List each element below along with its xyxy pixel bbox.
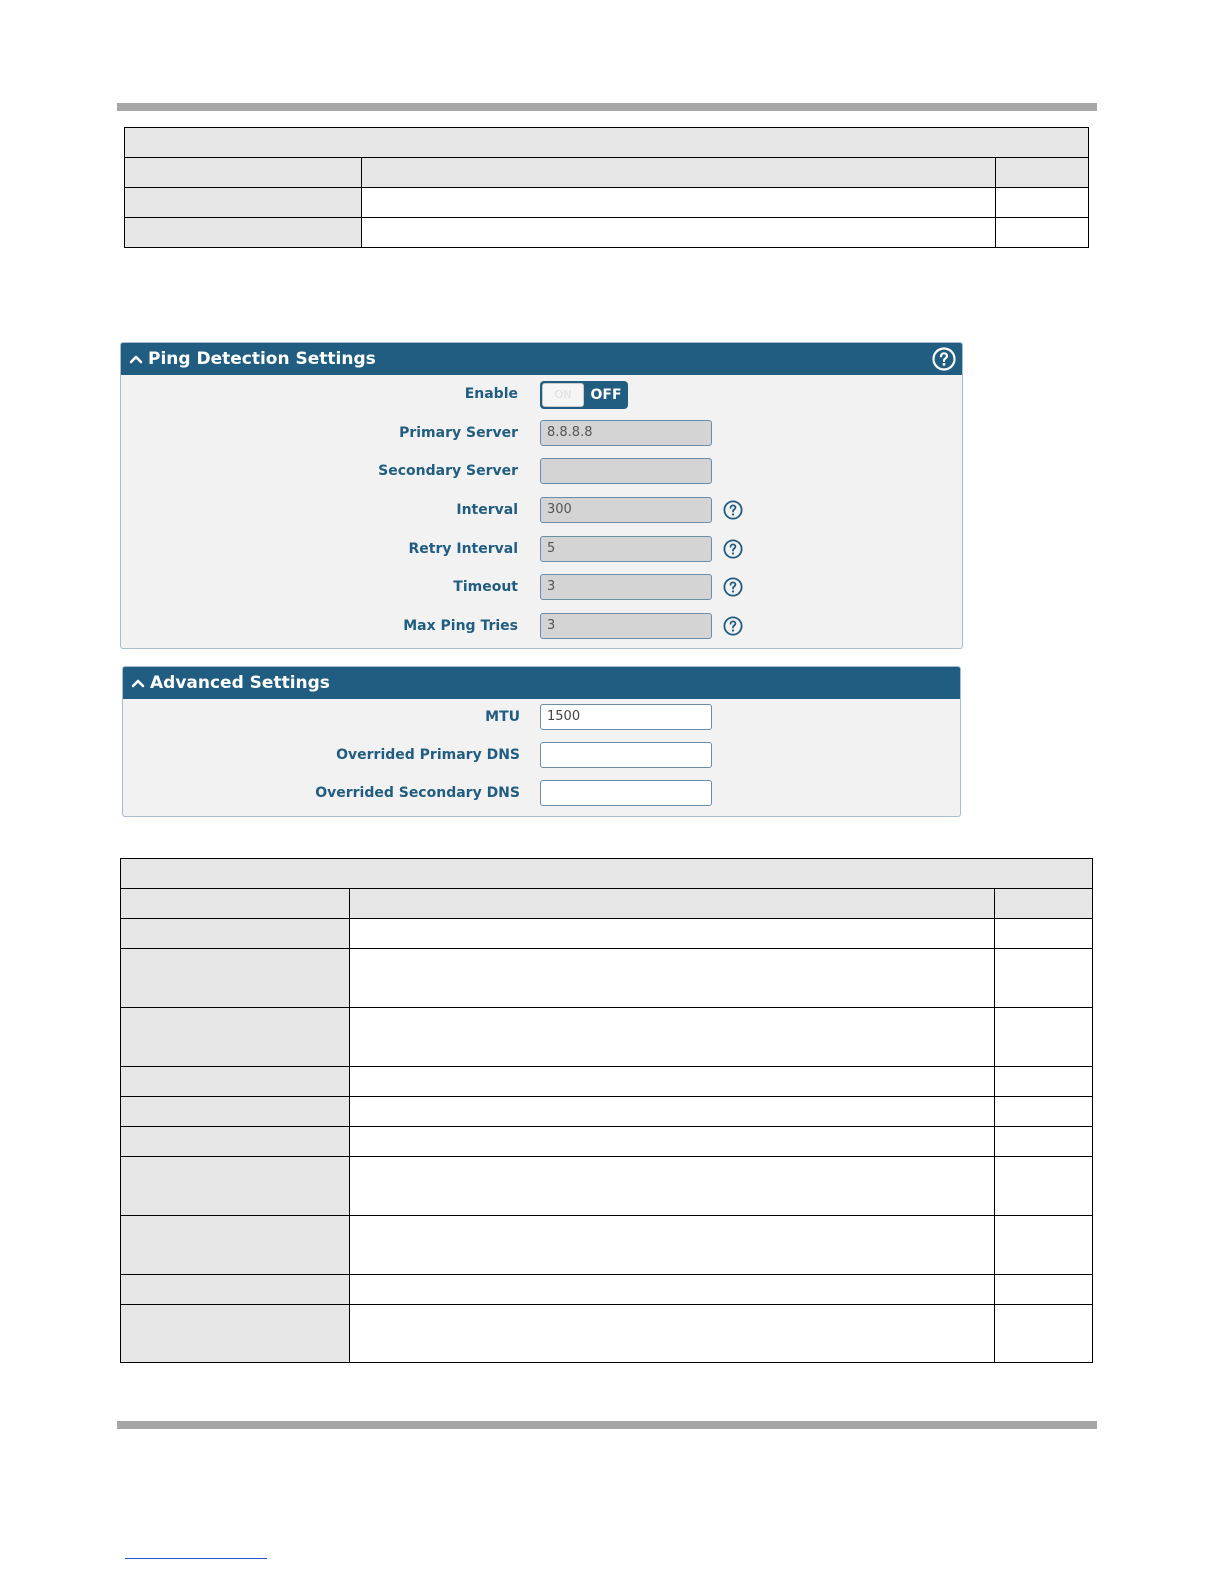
table-header-cell [125,158,362,188]
table-row [121,1127,1093,1157]
question-circle-icon[interactable] [723,616,743,636]
table-row [121,919,1093,949]
field-label: Enable [464,386,518,402]
table-row [121,1067,1093,1097]
footer-rule [117,1421,1097,1429]
footer-link-underline [125,1558,267,1559]
overrided-secondary-dns-row [123,780,960,808]
retry-interval-input[interactable]: 5 [540,536,712,562]
table-row [125,188,1089,218]
field-label: Primary Server [399,425,518,441]
table-title-cell [121,859,1093,889]
table-row [121,1305,1093,1363]
table-row [121,949,1093,1008]
table-header-cell [121,889,350,919]
secondary-server-input[interactable] [540,458,712,484]
question-circle-icon[interactable] [723,500,743,520]
retry-interval-row [121,536,962,564]
advanced-settings-header[interactable] [123,667,960,699]
table-header-cell [350,889,995,919]
mtu-input[interactable]: 1500 [540,704,712,730]
header-rule [117,103,1097,111]
primary-server-row [121,420,962,448]
enable-toggle[interactable] [540,381,628,409]
secondary-server-row [121,458,962,486]
table-row [125,218,1089,248]
timeout-row [121,574,962,602]
table-header-cell [362,158,996,188]
ping-detection-panel [120,342,963,649]
table-header-cell [995,889,1093,919]
ping-detection-header[interactable] [121,343,962,375]
advanced-settings-panel [122,666,961,817]
chevron-up-icon[interactable] [126,349,146,369]
field-label: Max Ping Tries [403,618,518,634]
panel-title: Ping Detection Settings [148,349,376,369]
question-circle-icon[interactable] [723,539,743,559]
table-row [121,1097,1093,1127]
field-label: Overrided Secondary DNS [315,785,520,801]
table-row [121,1275,1093,1305]
toggle-knob: ON [542,383,584,407]
field-label: Interval [456,502,518,518]
overrided-primary-dns-input[interactable] [540,742,712,768]
table-header-cell [996,158,1089,188]
question-circle-icon[interactable] [932,347,956,371]
question-circle-icon[interactable] [723,577,743,597]
table-row [121,1008,1093,1067]
field-label: Secondary Server [378,463,518,479]
overrided-primary-dns-row [123,742,960,770]
max-ping-tries-row [121,613,962,641]
timeout-input[interactable]: 3 [540,574,712,600]
chevron-up-icon[interactable] [128,673,148,693]
interval-row [121,497,962,525]
toggle-state: OFF [590,387,622,403]
top-table [124,127,1089,248]
primary-server-input[interactable]: 8.8.8.8 [540,420,712,446]
table-row [121,1216,1093,1275]
field-label: Timeout [453,579,518,595]
panel-title: Advanced Settings [150,673,330,693]
table-title-cell [125,128,1089,158]
table-row [121,1157,1093,1216]
enable-row [121,381,962,409]
field-label: Retry Interval [408,541,518,557]
max-ping-tries-input[interactable]: 3 [540,613,712,639]
interval-input[interactable]: 300 [540,497,712,523]
field-label: Overrided Primary DNS [336,747,520,763]
bottom-table [120,858,1093,1363]
overrided-secondary-dns-input[interactable] [540,780,712,806]
field-label: MTU [485,709,520,725]
mtu-row [123,704,960,732]
